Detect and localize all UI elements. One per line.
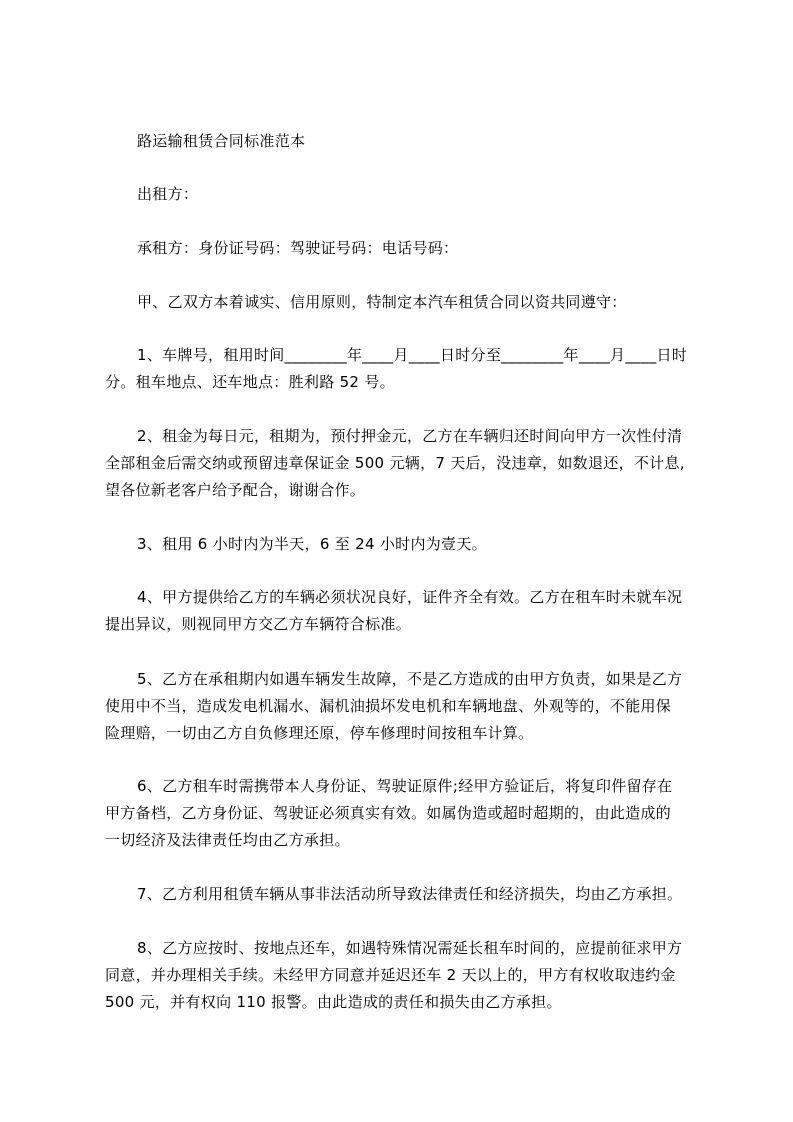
clause-4-line-2: 提出异议，则视同甲方交乙方车辆符合标准。 <box>105 615 412 633</box>
clause-6-line-2: 甲方备档，乙方身份证、驾驶证必须真实有效。如属伪造或超时超期的，由此造成的 <box>105 804 672 822</box>
clause-8-line-2: 同意，并办理相关手续。未经甲方同意并延迟还车 2 天以上的，甲方有权收取违约金 <box>105 966 676 984</box>
clause-3-line-1: 3、租用 6 小时内为半天，6 至 24 小时内为壹天。 <box>137 535 487 553</box>
clause-7-line-1: 7、乙方利用租赁车辆从事非法活动所导致法律责任和经济损失，均由乙方承担。 <box>137 885 683 903</box>
clause-2-line-2: 全部租金后需交纳或预留违章保证金 500 元辆，7 天后，没违章，如数退还，不计息, <box>105 454 685 472</box>
clause-1-line-2: 分。租车地点、还车地点：胜利路 52 号。 <box>105 373 395 391</box>
clause-6-line-1: 6、乙方租车时需携带本人身份证、驾驶证原件;经甲方验证后，将复印件留存在 <box>137 777 673 795</box>
preamble: 甲、乙双方本着诚实、信用原则，特制定本汽车租赁合同以资共同遵守： <box>137 293 627 311</box>
clause-4-line-1: 4、甲方提供给乙方的车辆必须状况良好，证件齐全有效。乙方在租车时未就车况 <box>137 588 683 606</box>
clause-5-line-3: 险理赔，一切由乙方自负修理还原，停车修理时间按租车计算。 <box>105 724 534 742</box>
clause-5-line-2: 使用中不当，造成发电机漏水、漏机油损坏发电机和车辆地盘、外观等的，不能用保 <box>105 697 672 715</box>
lessor-field: 出租方： <box>137 185 199 203</box>
clause-2-line-1: 2、租金为每日元，租期为，预付押金元，乙方在车辆归还时间向甲方一次性付清 <box>137 427 683 445</box>
clause-2-line-3: 望各位新老客户给予配合，谢谢合作。 <box>105 481 366 499</box>
clause-5-line-1: 5、乙方在承租期内如遇车辆发生故障，不是乙方造成的由甲方负责，如果是乙方 <box>137 670 683 688</box>
clause-6-line-3: 一切经济及法律责任均由乙方承担。 <box>105 831 350 849</box>
clause-8-line-1: 8、乙方应按时、按地点还车，如遇特殊情况需延长租车时间的，应提前征求甲方 <box>137 939 683 957</box>
clause-1-line-1: 1、车牌号，租用时间________年____月____日时分至________年____月____日时 <box>137 346 688 364</box>
clause-8-line-3: 500 元，并有权向 110 报警。由此造成的责任和损失由乙方承担。 <box>105 993 562 1011</box>
lessee-field: 承租方：身份证号码：驾驶证号码：电话号码： <box>137 239 459 257</box>
document-title: 路运输租赁合同标准范本 <box>137 132 306 150</box>
